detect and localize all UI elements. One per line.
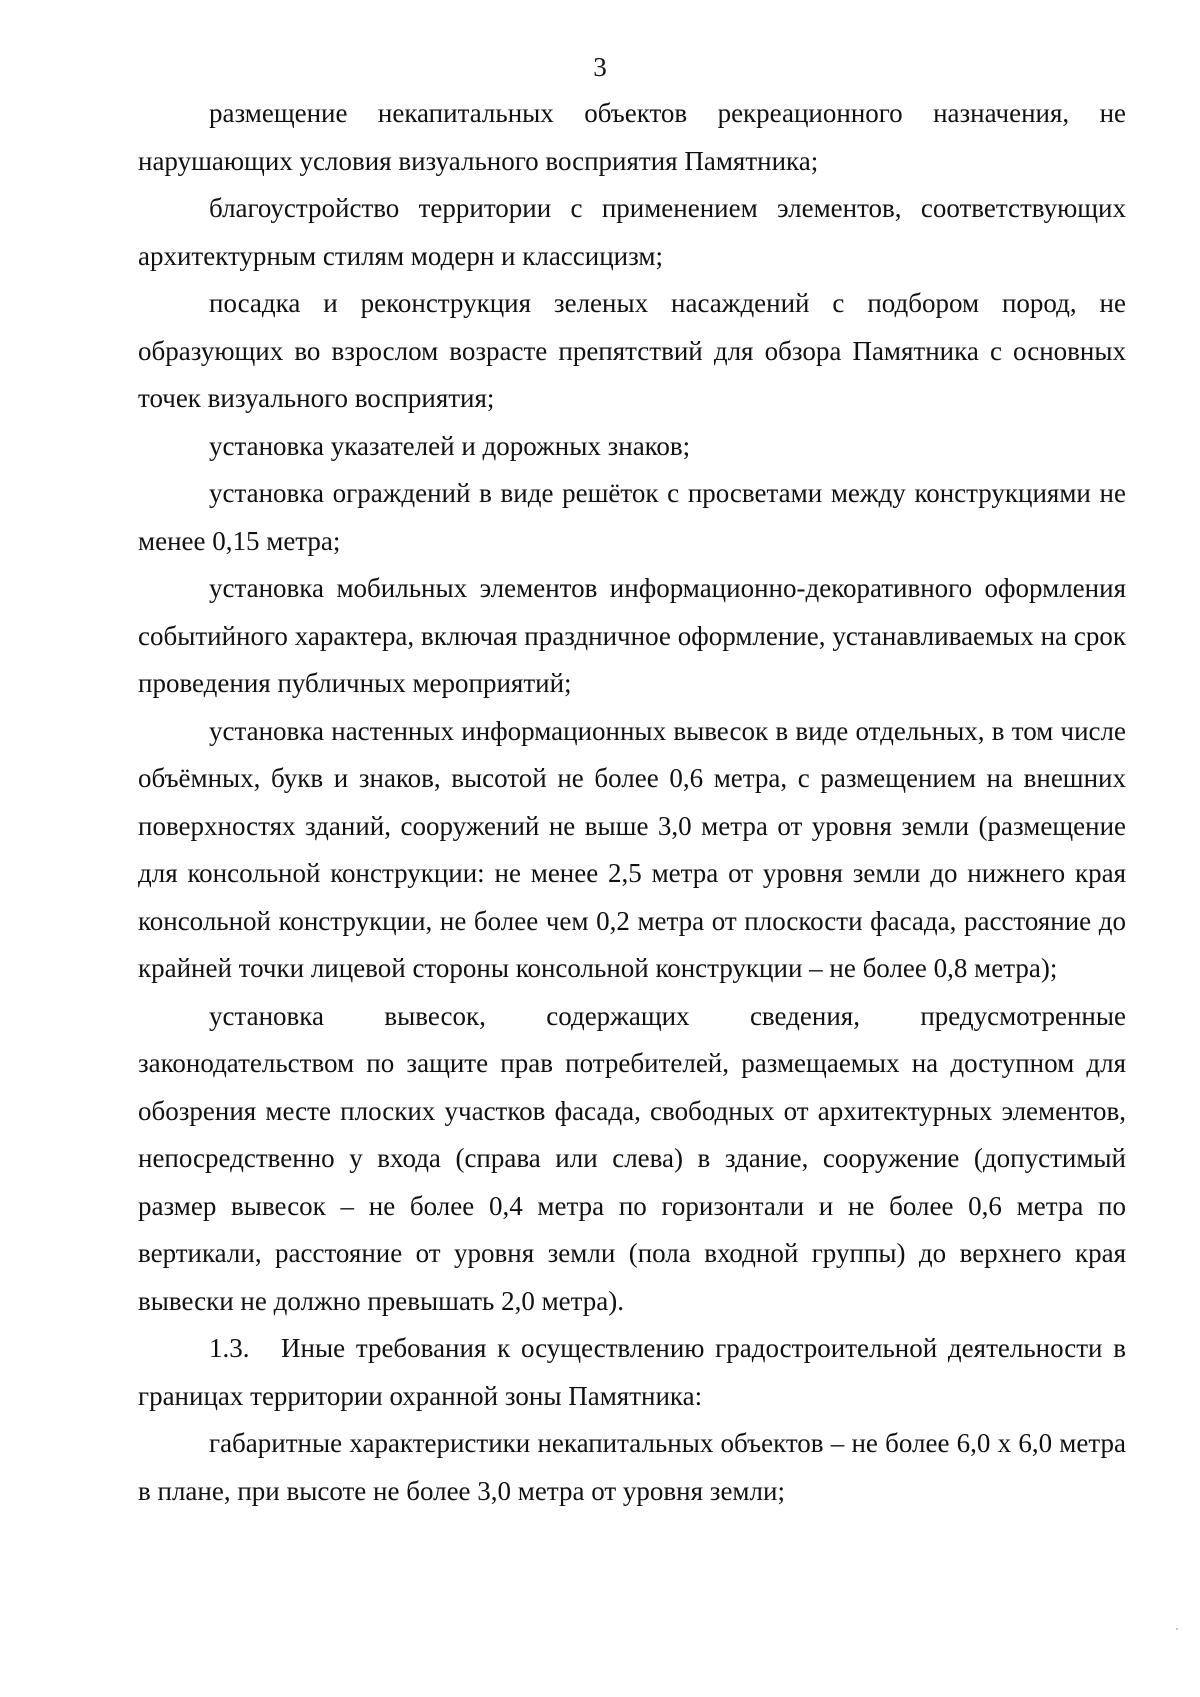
page-number: 3 [593,52,607,82]
paragraph-dimensions: габаритные характеристики некапитальных объектов – не более 6,0 х 6,0 метра в плане, при высоте не более 3,0 метра от уровня земли; [138,1428,1126,1506]
section-text: Иные требования к осуществлению градостроительной деятельности в границах территории охранной зоны Памятника: [138,1333,1126,1411]
scan-artifact [1176,1628,1178,1630]
paragraph-consumer-signs: установка вывесок, содержащих сведения, предусмотренные законодательством по защите прав потребителей, размещаемых на доступном для обозрения месте плоских участков фасада, свободных от архитектурных элементов, непосредственно у входа (справа или слева) в здание, сооружение (допустимый размер вывесок – не более 0,4 метра по горизонтали и не более 0,6 метра по вертикали, расстояние от уровня земли (пола входной группы) до верхнего края вывески не должно превышать 2,0 метра). [138,1000,1126,1316]
paragraph-recreational-objects: размещение некапитальных объектов рекреационного назначения, не нарушающих условия визуального восприятия Памятника; [138,98,1126,176]
section-item-1-3 [138,1325,1126,1420]
paragraph-green-planting: посадка и реконструкция зеленых насаждений с подбором пород, не образующих во взрослом возрасте препятствий для обзора Памятника с основных точек визуального восприятия; [138,288,1126,413]
paragraph-fences: установка ограждений в виде решёток с просветами между конструкциями не менее 0,15 метра; [138,478,1126,556]
paragraph-landscaping: благоустройство территории с применением элементов, соответствующих архитектурным стилям модерн и классицизм; [138,193,1126,271]
section-number: 1.3. [209,1333,250,1363]
paragraph-wall-signs: установка настенных информационных вывесок в виде отдельных, в том числе объёмных, букв и знаков, высотой не более 0,6 метра, с размещением на внешних поверхностях зданий, сооружений не выше 3,0 метра от уровня земли (размещение для консольной конструкции: не менее 2,5 метра от уровня земли до нижнего края консольной конструкции, не более чем 0,2 метра от плоскости фасада, расстояние до крайней точки лицевой стороны консольной конструкции – не более 0,8 метра); [138,715,1126,983]
paragraph-mobile-decor: установка мобильных элементов информационно-декоративного оформления событийного характера, включая праздничное оформление, устанавливаемых на срок проведения публичных мероприятий; [138,573,1126,698]
document-body [138,90,1126,1515]
paragraph-road-signs: установка указателей и дорожных знаков; [209,430,691,461]
